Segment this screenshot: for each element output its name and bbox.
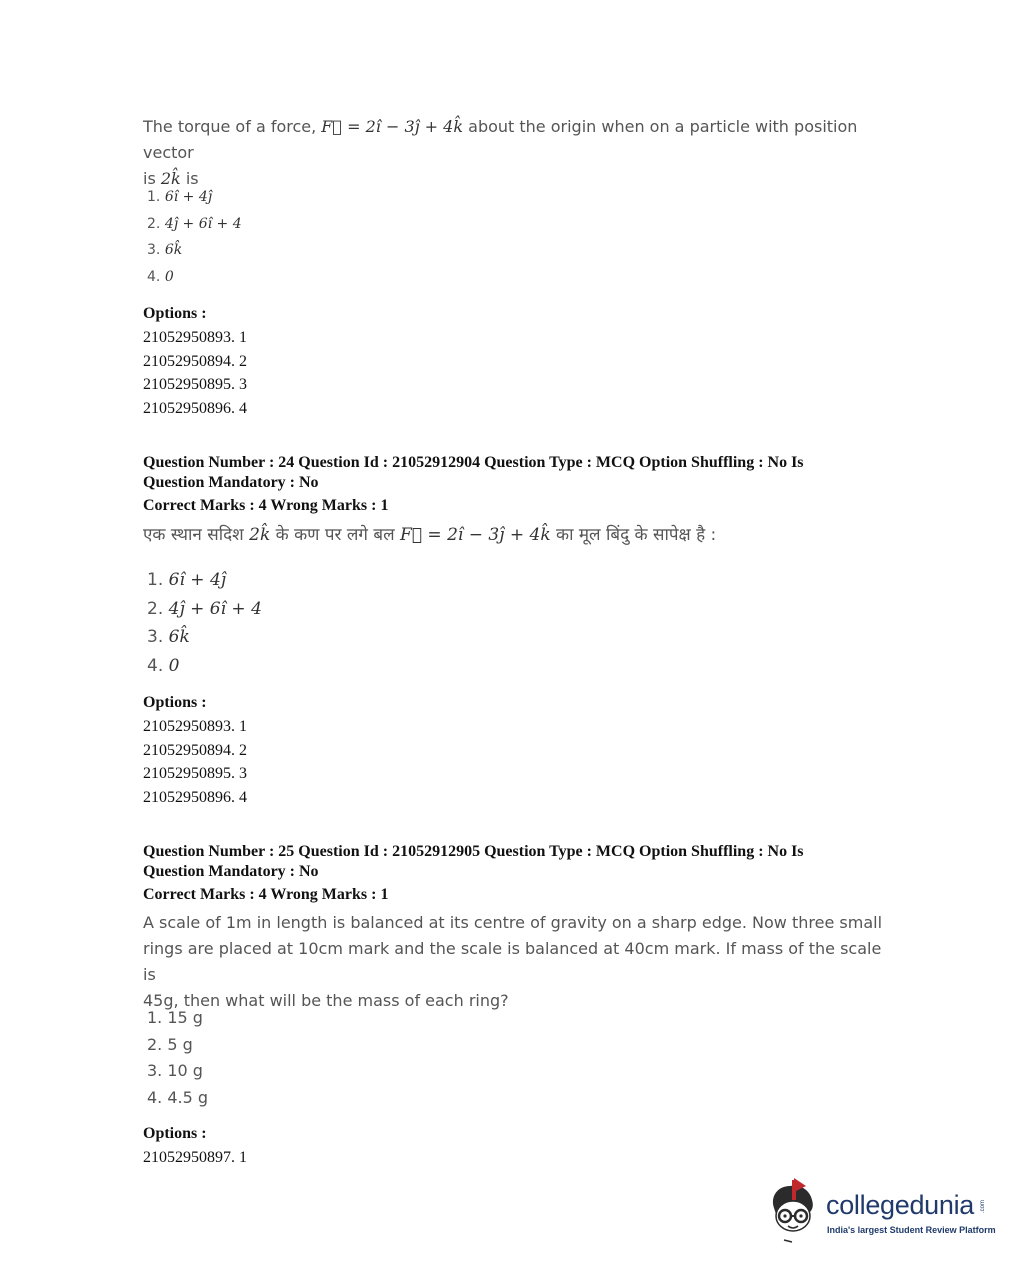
q23-choice: 1. 6î + 4ĵ — [147, 189, 213, 205]
q25-meta — [143, 842, 873, 905]
q24-option-id: 21052950893. 1 — [143, 717, 247, 735]
q23-option-id: 21052950894. 2 — [143, 352, 247, 370]
q23-position-expr: 2k̂ — [160, 169, 181, 188]
q25-choice: 2. 5 g — [147, 1034, 193, 1054]
logo-com: .com — [980, 1200, 986, 1214]
q23-force-expr: F⃗ = 2î − 3ĵ + 4k̂ — [321, 117, 464, 136]
q24-choice: 4. 0 — [147, 655, 180, 676]
q25-text-line: rings are placed at 10cm mark and the scale is balanced at 40cm mark. If mass of the scale is — [143, 939, 882, 984]
q23-text-line1-end: about the origin when on a particle with position vector — [143, 117, 858, 162]
q24-meta-line2: Question Mandatory : No — [143, 474, 319, 491]
q24-option-id: 21052950895. 3 — [143, 765, 247, 783]
q23-text-line2-end: is — [180, 169, 199, 188]
q23-option-id: 21052950896. 4 — [143, 400, 247, 418]
q23-choices — [147, 184, 242, 290]
q23-options — [143, 302, 247, 421]
q24-choice: 3. 6k̂ — [147, 627, 190, 647]
q23-text-line2-pre: is — [143, 169, 161, 188]
q25-choices — [147, 1005, 208, 1111]
q25-text-line: 45g, then what will be the mass of each ring? — [143, 991, 509, 1010]
q25-meta-line1: Question Number : 25 Question Id : 21052912905 Question Type : MCQ Option Shuffling : No Is — [143, 843, 804, 860]
q24-meta-line1: Question Number : 24 Question Id : 21052912904 Question Type : MCQ Option Shuffling : No Is — [143, 454, 804, 471]
q23-option-id: 21052950893. 1 — [143, 328, 247, 346]
q25-marks: Correct Marks : 4 Wrong Marks : 1 — [143, 886, 389, 903]
q24-marks: Correct Marks : 4 Wrong Marks : 1 — [143, 497, 389, 514]
q23-choice: 4. 0 — [147, 268, 174, 285]
q24-options-label: Options : — [143, 694, 207, 711]
q23-question-text — [143, 114, 883, 192]
q23-text-line1: The torque of a force, — [143, 117, 322, 136]
q25-choice: 4. 4.5 g — [147, 1087, 209, 1107]
q23-choice: 3. 6k̂ — [147, 242, 183, 258]
q23-option-id: 21052950895. 3 — [143, 376, 247, 394]
q24-meta — [143, 453, 873, 516]
q25-choice: 3. 10 g — [147, 1061, 203, 1080]
q25-options-label: Options : — [143, 1125, 207, 1142]
q24-choices — [147, 566, 262, 680]
q24-option-id: 21052950894. 2 — [143, 741, 247, 759]
q25-question-text — [143, 910, 883, 1014]
q25-choice: 1. 15 g — [147, 1008, 203, 1027]
q24-question-text: एक स्थान सदिश 2k̂ के कण पर लगे बल F⃗ = 2î − 3ĵ + 4k̂ का मूल बिंदु के सापेक्ष है : — [143, 525, 717, 545]
logo-wordmark: collegedunia — [826, 1190, 975, 1220]
collegedunia-logo — [766, 1178, 996, 1248]
q25-options — [143, 1122, 247, 1170]
q23-choice: 2. 4ĵ + 6î + 4 — [147, 215, 242, 232]
q25-text-line: A scale of 1m in length is balanced at its centre of gravity on a sharp edge. Now three small — [143, 913, 883, 932]
q24-options — [143, 691, 247, 810]
q24-choice: 2. 4ĵ + 6î + 4 — [147, 598, 262, 619]
student-mascot-icon — [766, 1178, 826, 1248]
q24-choice: 1. 6î + 4ĵ — [147, 570, 227, 590]
q25-option-id: 21052950897. 1 — [143, 1148, 247, 1166]
logo-tagline: India's largest Student Review Platform — [827, 1225, 996, 1235]
q25-meta-line2: Question Mandatory : No — [143, 863, 319, 880]
q23-options-label: Options : — [143, 305, 207, 322]
q24-option-id: 21052950896. 4 — [143, 789, 247, 807]
